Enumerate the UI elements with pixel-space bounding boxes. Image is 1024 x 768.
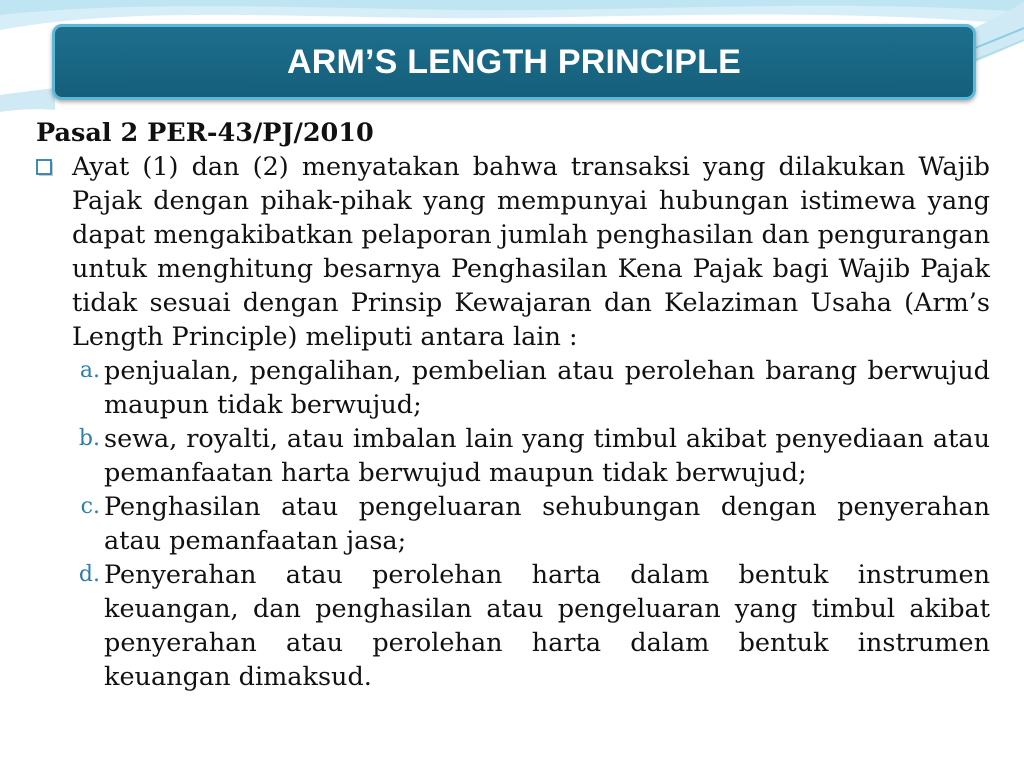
slide-content bbox=[36, 116, 990, 694]
list-item-text: Penghasilan atau pengeluaran sehubungan dengan penyerahan atau pemanfaatan jasa; bbox=[104, 492, 990, 556]
section-heading: Pasal 2 PER-43/PJ/2010 bbox=[36, 118, 374, 148]
checkbox-square-icon bbox=[36, 150, 72, 177]
bullet-text: Ayat (1) dan (2) menyatakan bahwa transaksi yang dilakukan Wajib Pajak dengan pihak-pihak yang mempunyai hubungan istimewa yang dapat mengakibatkan pelaporan jumlah penghasilan dan pengurangan untuk menghitung besarnya Penghasilan Kena Pajak bagi Wajib Pajak tidak sesuai dengan Prinsip Kewajaran dan Kelaziman Usaha (Arm’s Length Principle) meliputi antara lain : bbox=[72, 152, 990, 352]
list-item bbox=[36, 354, 990, 422]
list-item-text: sewa, royalti, atau imbalan lain yang timbul akibat penyediaan atau pemanfaatan harta berwujud maupun tidak berwujud; bbox=[104, 424, 990, 488]
title-bar bbox=[52, 24, 976, 100]
list-item-text: Penyerahan atau perolehan harta dalam bentuk instrumen keuangan, dan penghasilan atau pengeluaran yang timbul akibat penyerahan atau perolehan harta dalam bentuk instrumen keuangan dimaksud. bbox=[104, 560, 990, 692]
list-item-letter: a. bbox=[79, 358, 100, 383]
list-item-letter: c. bbox=[80, 494, 100, 519]
slide-title: ARM’S LENGTH PRINCIPLE bbox=[287, 42, 741, 81]
list-item bbox=[36, 558, 990, 694]
bullet-item bbox=[36, 150, 990, 354]
list-item-letter: b. bbox=[78, 426, 100, 451]
list-item-text: penjualan, pengalihan, pembelian atau perolehan barang berwujud maupun tidak berwujud; bbox=[104, 356, 990, 420]
sub-list bbox=[36, 354, 990, 694]
list-item bbox=[36, 490, 990, 558]
list-item-letter: d. bbox=[78, 562, 100, 587]
list-item bbox=[36, 422, 990, 490]
